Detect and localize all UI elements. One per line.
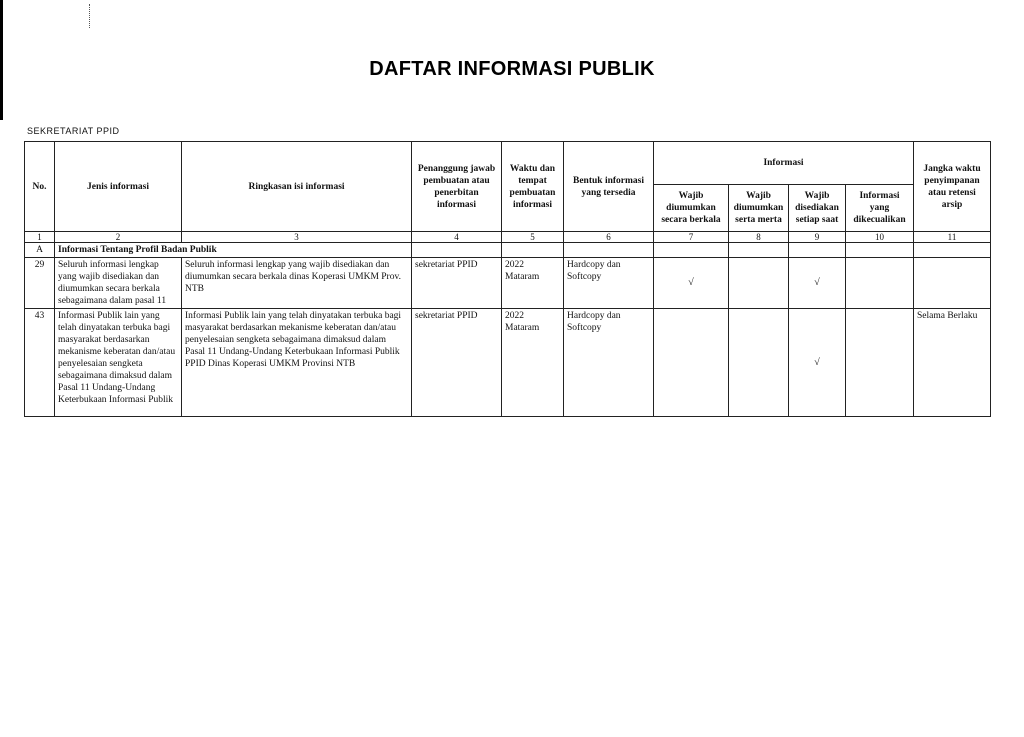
header-waktu: Waktu dan tempat pembuatan informasi [502, 142, 564, 232]
row-check-berkala [654, 309, 729, 417]
row-waktu: 2022 Mataram [502, 309, 564, 417]
row-check-sertamerta [729, 309, 789, 417]
row-penanggung: sekretariat PPID [412, 309, 502, 417]
empty-cell [654, 243, 729, 258]
row-bentuk: Hardcopy dan Softcopy [564, 309, 654, 417]
row-bentuk: Hardcopy dan Softcopy [564, 258, 654, 309]
row-check-dikecualikan [846, 309, 914, 417]
header-dikecualikan: Informasi yang dikecualikan [846, 185, 914, 232]
column-number: 10 [846, 232, 914, 243]
table-row [25, 309, 991, 417]
column-number: 3 [182, 232, 412, 243]
header-wajib-setiapsaat: Wajib disediakan setiap saat [789, 185, 846, 232]
section-letter: A [25, 243, 55, 258]
column-number: 11 [914, 232, 991, 243]
empty-cell [412, 243, 502, 258]
row-ringkasan: Seluruh informasi lengkap yang wajib disediakan dan diumumkan secara berkala dinas Koperasi UMKM Prov. NTB [182, 258, 412, 309]
unit-label: SEKRETARIAT PPID [27, 126, 120, 136]
row-waktu: 2022 Mataram [502, 258, 564, 309]
row-no: 43 [25, 309, 55, 417]
row-check-dikecualikan [846, 258, 914, 309]
row-jenis: Informasi Publik lain yang telah dinyatakan terbuka bagi masyarakat berdasarkan mekanisme keberatan dan/atau penyelesaian sengketa sebagaimana dimaksud dalam Pasal 11 Undang-Undang Keterbukaan Informasi Publik [55, 309, 182, 417]
row-check-berkala: √ [654, 258, 729, 309]
empty-cell [846, 243, 914, 258]
column-number: 9 [789, 232, 846, 243]
header-penanggung: Penanggung jawab pembuatan atau penerbitan informasi [412, 142, 502, 232]
row-jangka: Selama Berlaku [914, 309, 991, 417]
column-number: 7 [654, 232, 729, 243]
column-number: 1 [25, 232, 55, 243]
header-jangka: Jangka waktu penyimpanan atau retensi arsip [914, 142, 991, 232]
row-ringkasan: Informasi Publik lain yang telah dinyatakan terbuka bagi masyarakat berdasarkan mekanisme keberatan dan/atau penyelesaian sengketa sebagaimana dimaksud dalam Pasal 11 Undang-Undang Keterbukaan Informasi Publik PPID Dinas Koperasi UMKM Provinsi NTB [182, 309, 412, 417]
empty-cell [564, 243, 654, 258]
row-check-setiapsaat: √ [789, 309, 846, 417]
table-row [25, 258, 991, 309]
header-ringkasan: Ringkasan isi informasi [182, 142, 412, 232]
empty-cell [789, 243, 846, 258]
empty-cell [729, 243, 789, 258]
row-check-sertamerta [729, 258, 789, 309]
page-title: DAFTAR INFORMASI PUBLIK [369, 58, 655, 80]
header-informasi-group: Informasi [654, 142, 914, 185]
row-check-setiapsaat: √ [789, 258, 846, 309]
row-penanggung: sekretariat PPID [412, 258, 502, 309]
header-wajib-sertamerta: Wajib diumumkan serta merta [729, 185, 789, 232]
empty-cell [914, 243, 991, 258]
header-row [25, 142, 991, 185]
column-number-row [25, 232, 991, 243]
empty-cell [502, 243, 564, 258]
column-number: 5 [502, 232, 564, 243]
column-number: 6 [564, 232, 654, 243]
header-jenis: Jenis informasi [55, 142, 182, 232]
row-no: 29 [25, 258, 55, 309]
section-label: Informasi Tentang Profil Badan Publik [55, 243, 412, 258]
public-info-table [24, 141, 991, 417]
header-bentuk: Bentuk informasi yang tersedia [564, 142, 654, 232]
column-number: 8 [729, 232, 789, 243]
section-row [25, 243, 991, 258]
scan-speck [89, 4, 92, 28]
row-jangka [914, 258, 991, 309]
column-number: 4 [412, 232, 502, 243]
header-wajib-berkala: Wajib diumumkan secara berkala [654, 185, 729, 232]
row-jenis: Seluruh informasi lengkap yang wajib disediakan dan diumumkan secara berkala sebagaimana dalam pasal 11 [55, 258, 182, 309]
column-number: 2 [55, 232, 182, 243]
header-no: No. [25, 142, 55, 232]
